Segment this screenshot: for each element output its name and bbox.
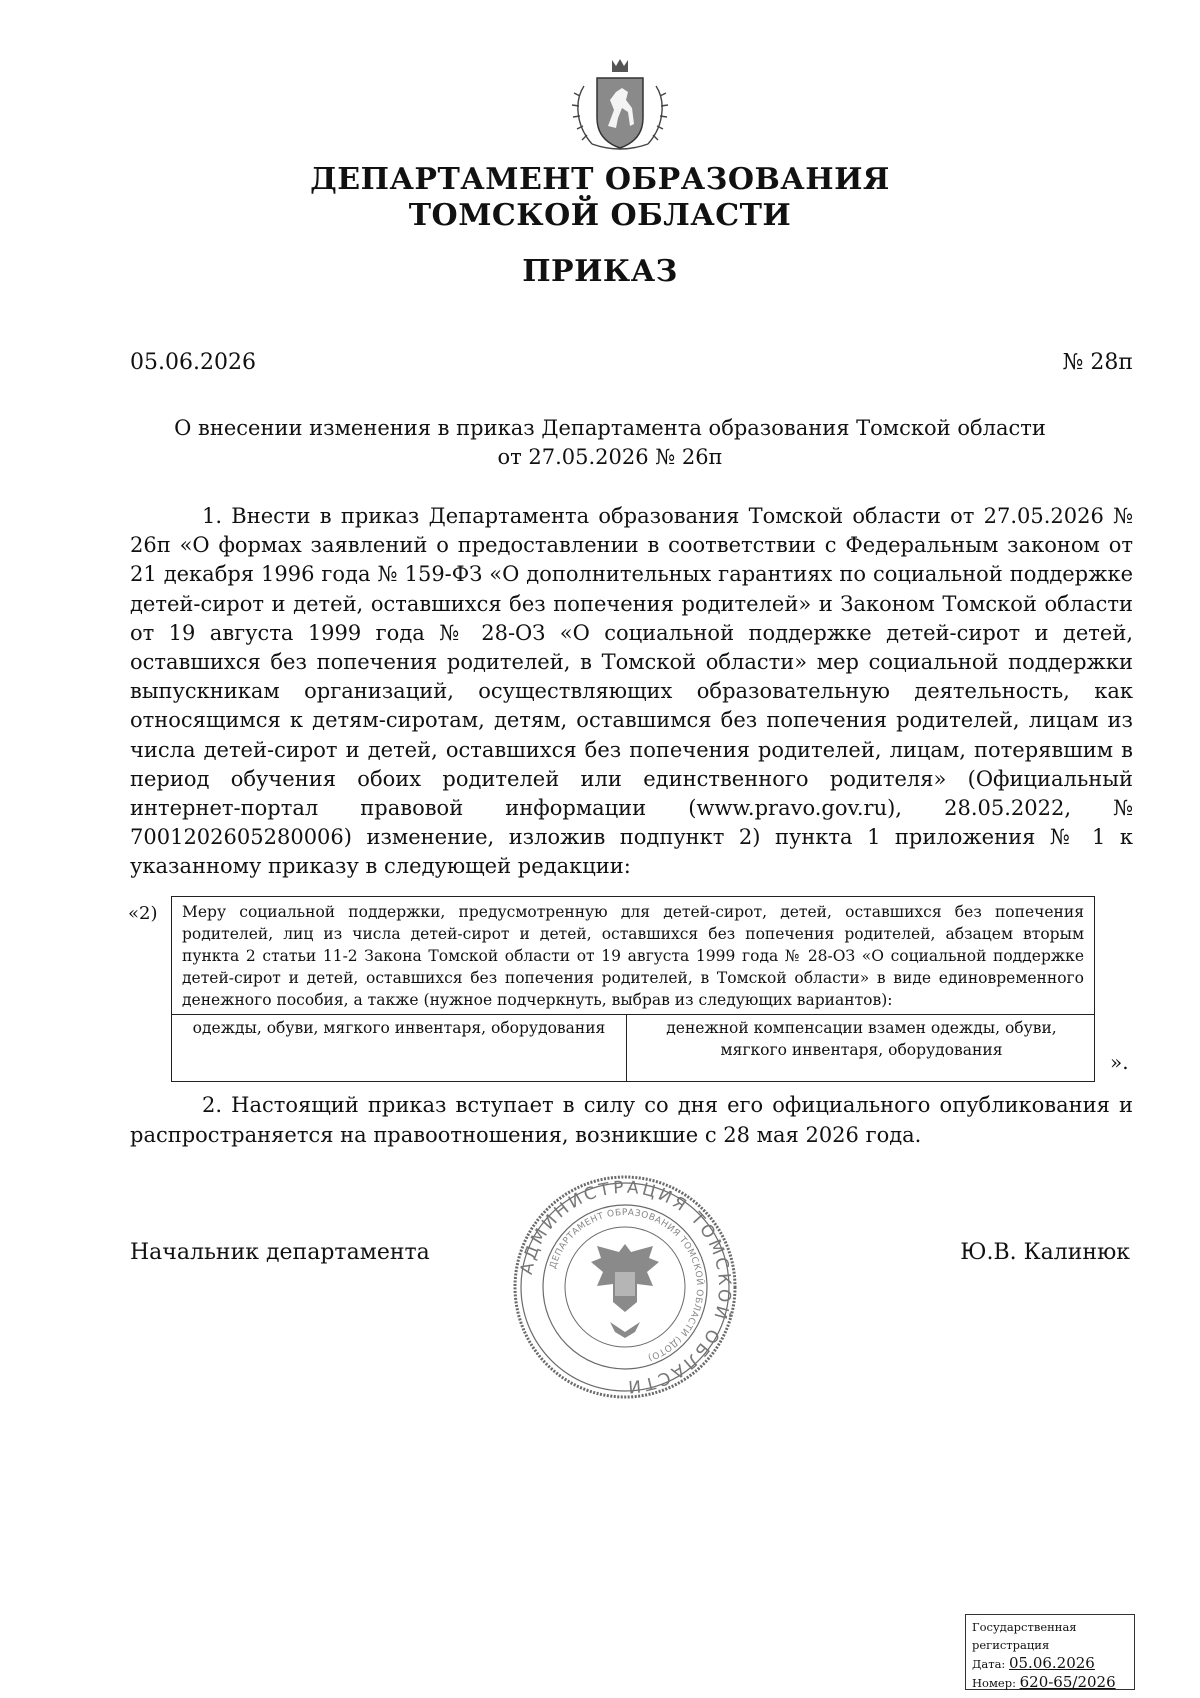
registration-number: 620-65/2026 [1019, 1673, 1116, 1691]
document-date: 05.06.2026 [130, 350, 256, 375]
signatory-name: Ю.В. Калинюк [960, 1240, 1130, 1265]
svg-text:АДМИНИСТРАЦИЯ ТОМСКОЙ ОБЛАСТИ: АДМИНИСТРАЦИЯ ТОМСКОЙ ОБЛАСТИ [516, 1177, 735, 1397]
registration-date-label: Дата: [972, 1657, 1006, 1671]
svg-text:ДЕПАРТАМЕНТ ОБРАЗОВАНИЯ ТОМСКО: ДЕПАРТАМЕНТ ОБРАЗОВАНИЯ ТОМСКОЙ ОБЛАСТИ (ДОТО) [548, 1207, 705, 1363]
quote-close-marker: ». [1110, 1050, 1129, 1074]
registration-title: Государственная регистрация [972, 1620, 1077, 1652]
option-goods: одежды, обуви, мягкого инвентаря, оборудования [172, 1015, 627, 1081]
amended-text-box [171, 896, 1095, 1082]
document-number: № 28п [1062, 350, 1133, 375]
paragraph-1: 1. Внести в приказ Департамента образования Томской области от 27.05.2026 № 26п «О формах заявлений о предоставлении в соответствии с Федеральным законом от 21 декабря 1996 года № 159-ФЗ «О дополнительных гарантиях по социальной поддержке детей-сирот и детей, оставшихся без попечения родителей» и Законом Томской области от 19 августа 1999 года № 28-ОЗ «О социальной поддержке детей-сирот и детей, оставшихся без попечения родителей, в Томской области» мер социальной поддержки выпускникам организаций, осуществляющих образовательную деятельность, как относящимся к детям-сиротам, детям, оставшимся без попечения родителей, лицам из числа детей-сирот и детей, оставшихся без попечения родителей, лицам, потерявшим в период обучения обоих родителей или единственного родителя» (Официальный интернет-портал правовой информации (www.pravo.gov.ru), 28.05.2022, № 7001202605280006) изменение, изложив подпункт 2) пункта 1 приложения № 1 к указанному приказу в следующей редакции: [130, 504, 1133, 879]
signatory-position: Начальник департамента [130, 1240, 430, 1265]
org-name-line1: ДЕПАРТАМЕНТ ОБРАЗОВАНИЯ [310, 162, 890, 197]
org-name-line2: ТОМСКОЙ ОБЛАСТИ [408, 198, 792, 233]
option-compensation: денежной компенсации взамен одежды, обуви, мягкого инвентаря, оборудования [666, 1019, 1057, 1059]
document-type: ПРИКАЗ [522, 254, 678, 289]
document-subject: О внесении изменения в приказ Департамента образования Томской области от 27.05.2026 № 26п [174, 416, 1046, 469]
amended-text: Меру социальной поддержки, предусмотренную для детей-сирот, детей, оставшихся без попечения родителей, лиц из числа детей-сирот и детей, оставшихся без попечения родителей, абзацем вторым пункта 2 статьи 11-2 Закона Томской области от 19 августа 1999 года № 28-ОЗ «О социальной поддержке детей-сирот и детей, оставшихся без попечения родителей, в Томской области» в виде единовременного денежного пособия, а также (нужное подчеркнуть, выбрав из следующих вариантов): [182, 903, 1084, 1009]
registration-number-label: Номер: [972, 1676, 1016, 1690]
registration-stamp [965, 1614, 1135, 1690]
quote-open-marker: «2) [128, 903, 158, 924]
coat-of-arms-emblem [570, 56, 670, 158]
official-seal [510, 1172, 740, 1402]
registration-date: 05.06.2026 [1008, 1654, 1095, 1672]
options-row [172, 1014, 1094, 1081]
paragraph-2: 2. Настоящий приказ вступает в силу со дня его официального опубликования и распространяется на правоотношения, возникшие с 28 мая 2026 года. [130, 1093, 1133, 1147]
